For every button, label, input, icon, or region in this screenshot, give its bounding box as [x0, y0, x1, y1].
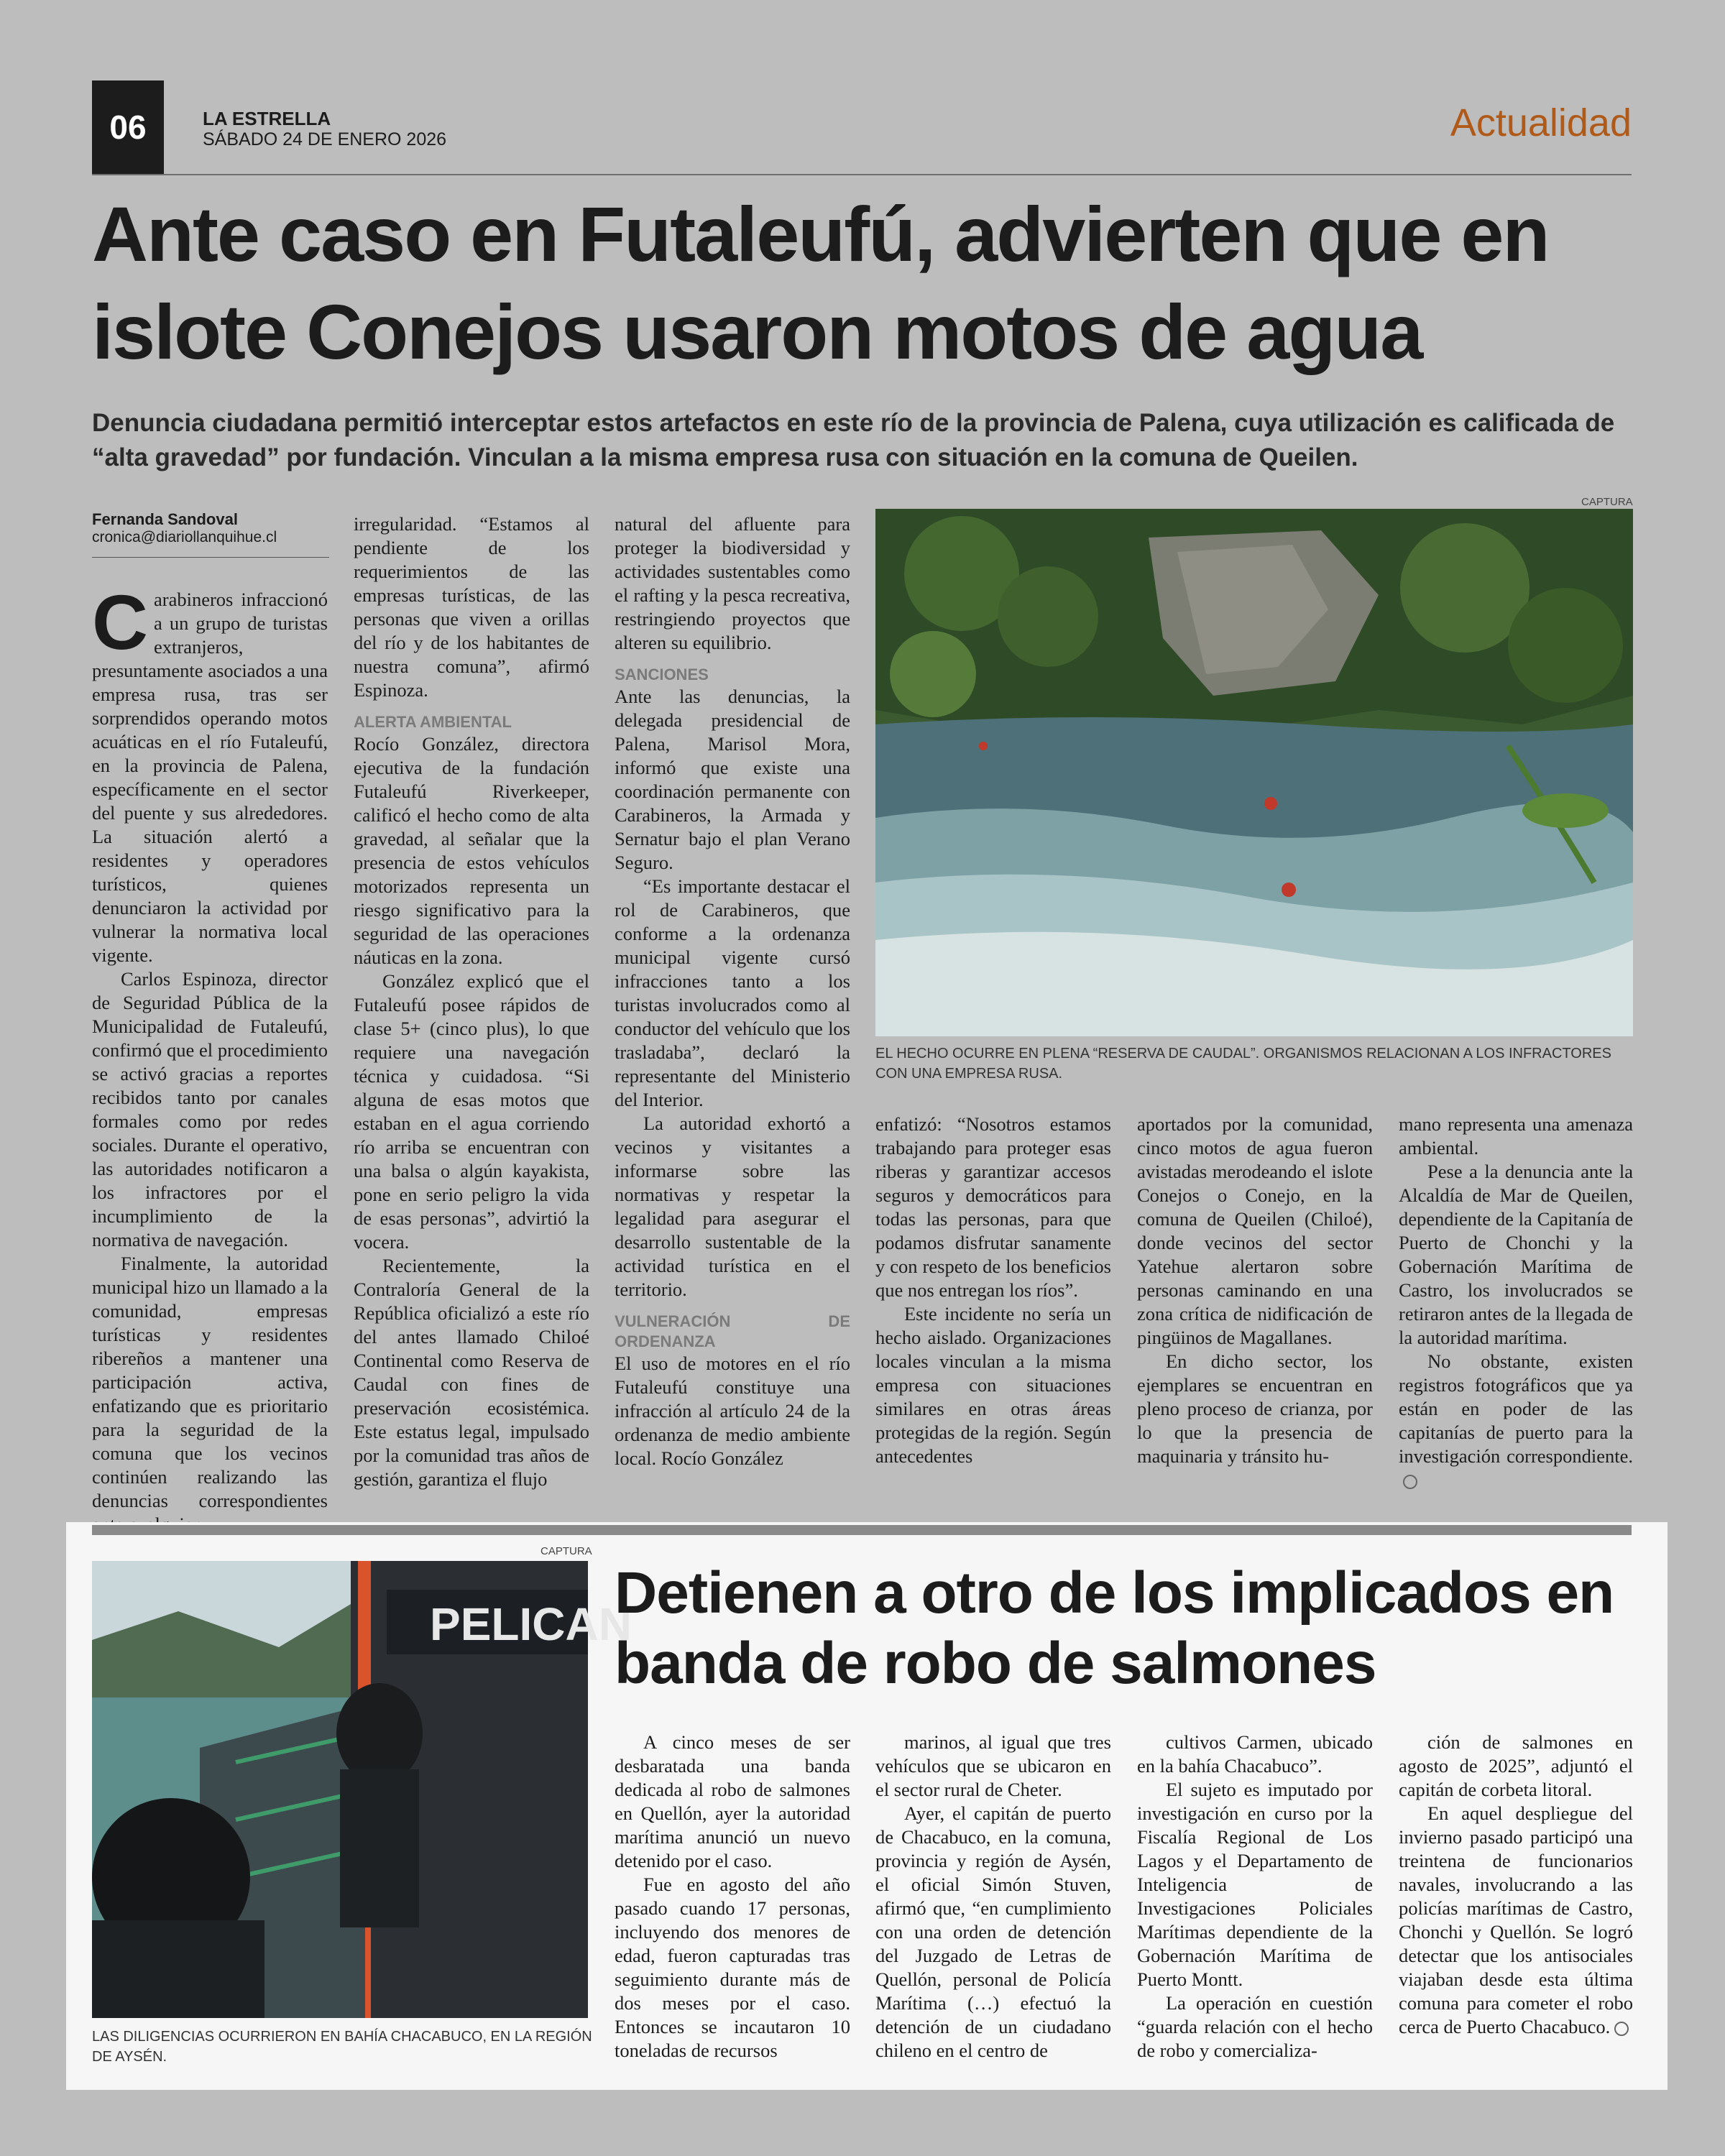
paragraph: El uso de motores en el río Futaleufú constituye una infracción al artículo 24 de la ordenanza de medio ambiente local. Rocío González [615, 1353, 850, 1469]
paragraph: Ante las denuncias, la delegada presidencial de Palena, Marisol Mora, informó que existe una coordinación permanente con Carabineros, la Armada y Sernatur bajo el plan Verano Seguro. [615, 686, 850, 873]
article1-column-4 [875, 1112, 1111, 1468]
publication-name: LA ESTRELLA [203, 108, 331, 129]
section-label: Actualidad [1450, 101, 1632, 144]
paragraph: Fue en agosto del año pasado cuando 17 personas, incluyendo dos menores de edad, fueron capturadas tras seguimiento durante más de dos meses por el caso. Entonces se incautaron 10 toneladas de recursos [615, 1874, 850, 2061]
paragraph [1399, 1350, 1633, 1492]
paragraph: “Es importante destacar el rol de Carabineros, que conforme a la ordenanza municipal vigente cursó infracciones tanto a los turistas involucrados como al conductor del vehículo que los trasladaba”, declaró la representante del Ministerio del Interior. [615, 875, 850, 1110]
paragraph: enfatizó: “Nosotros estamos trabajando para proteger esas riberas y garantizar accesos seguros y democráticos para todas las personas, para que podamos disfrutar sanamente y con respeto de los beneficios que nos entregan los ríos”. [875, 1113, 1111, 1301]
byline-divider [92, 557, 329, 558]
paragraph [1399, 1802, 1633, 2039]
paragraph-text: En aquel despliegue del invierno pasado participó una treintena de funcionarios navales, involucrando a las policías marítimas de Castro, Chonchi y Quellón. Se logró detectar que los antisociales viajaban desde esta última comuna para cometer el robo cerca de Puerto Chacabuco. [1399, 1802, 1633, 2037]
article1-deck: Denuncia ciudadana permitió interceptar estos artefactos en este río de la provincia de Palena, cuya utilización es calificada de “alta gravedad” por fundación. Vinculan a la misma empresa rusa con situación en la comuna de Queilen. [92, 409, 1615, 471]
byline-email: cronica@diariollanquihue.cl [92, 529, 277, 545]
end-mark-icon [1403, 1475, 1417, 1489]
paragraph: Recientemente, la Contraloría General de la República oficializó a este río del antes llamado Chiloé Continental como Reserva de Caudal con fines de preservación ecosistémica. Este estatus legal, impulsado por la comunidad tras años de gestión, garantiza el flujo [354, 1255, 589, 1490]
paragraph: A cinco meses de ser desbaratada una banda dedicada al robo de salmones en Quellón, ayer la autoridad marítima anunció un nuevo detenido por el caso. [615, 1731, 850, 1871]
paragraph: natural del afluente para proteger la biodiversidad y actividades sustentables como el rafting y la pesca recreativa, restringiendo proyectos que alteren su equilibrio. [615, 513, 850, 653]
dropcap: C [92, 579, 148, 665]
article2-column-3 [1137, 1731, 1373, 2063]
publication-date: SÁBADO 24 DE ENERO 2026 [203, 129, 447, 149]
paragraph: mano representa una amenaza ambiental. [1399, 1113, 1633, 1158]
paragraph: arabineros infraccionó a un grupo de turistas extranjeros, presuntamente asociados a una empresa rusa, tras ser sorprendidos operando motos acuáticas en el río Futaleufú, en la provincia de Palena, específicamente en el sector del puente y sus alrededores. La situación alertó a residentes y operadores turísticos, quienes denunciaron la actividad por vulnerar la normativa local vigente. [92, 589, 328, 966]
paragraph: ción de salmones en agosto de 2025”, adjuntó el capitán de corbeta litoral. [1399, 1731, 1633, 1800]
river-jetski-image [875, 509, 1633, 1036]
photo-credit: CAPTURA [1581, 496, 1633, 508]
paragraph: aportados por la comunidad, cinco motos de agua fueron avistadas merodeando el islote Conejos o Conejo, en la comuna de Queilen (Chiloé), donde vecinos del sector Yatehue alertaron sobre personas caminando en una zona crítica de nidificación de pingüinos de Magallanes. [1137, 1113, 1373, 1348]
header-divider [92, 174, 1632, 175]
article1-column-2 [354, 512, 589, 1491]
paragraph: Finalmente, la autoridad municipal hizo un llamado a la comunidad, empresas turísticas y residentes ribereños a mantener una participación activa, enfatizando que es prioritario para la seguridad de la comuna que los vecinos continúen realizando las denuncias correspondientes [92, 1253, 328, 1511]
article1-column-3 [615, 512, 850, 1470]
paragraph: La autoridad exhortó a vecinos y visitantes a informarse sobre las normativas y respetar la legalidad para asegurar el desarrollo sustentable de la actividad turística en el territorio. [615, 1112, 850, 1300]
paragraph: González explicó que el Futaleufú posee rápidos de clase 5+ (cinco plus), lo que requiere una navegación técnica y cuidadosa. “Si alguna de esas motos que estaban en el agua corriendo río arriba se encuentran con una balsa o algún kayakista, pone en serio peligro la vida de esas personas”, advirtió la vocera. [354, 970, 589, 1253]
ship-hull-text: PELICAN [430, 1598, 632, 1650]
photo-caption: LAS DILIGENCIAS OCURRIERON EN BAHÍA CHACABUCO, EN LA REGIÓN DE AYSÉN. [92, 2029, 592, 2065]
page-number: 06 [92, 80, 164, 174]
paragraph: cultivos Carmen, ubicado en la bahía Chacabuco”. [1137, 1731, 1373, 1777]
river-photo [875, 509, 1633, 1036]
subhead: SANCIONES [615, 665, 709, 683]
paragraph: En dicho sector, los ejemplares se encuentran en pleno proceso de crianza, por lo que la presencia de maquinaria y tránsito hu- [1137, 1350, 1373, 1467]
article1-headline: Ante caso en Futaleufú, advierten que en islote Conejos usaron motos de agua [92, 190, 1549, 375]
paragraph-text: No obstante, existen registros fotográficos que ya están en poder de las capitanías de puerto para la investigación correspondiente. [1399, 1350, 1633, 1467]
paragraph: Carlos Espinoza, director de Seguridad Pública de la Municipalidad de Futaleufú, confirmó que el procedimiento se activó gracias a reportes recibidos tanto por canales formales como por redes sociales. Durante el operativo, las autoridades notificaron a los infractores por el incumplimiento de la normativa de navegación. [92, 968, 328, 1250]
article2-column-1 [615, 1731, 850, 2063]
photo-caption: EL HECHO OCURRE EN PLENA “RESERVA DE CAUDAL”. ORGANISMOS RELACIONAN A LOS INFRACTORES CON UNA EMPRESA RUSA. [875, 1046, 1611, 1082]
photo-credit: CAPTURA [540, 1545, 592, 1557]
article1-column-1 [92, 579, 328, 1537]
paragraph: Este incidente no sería un hecho aislado. Organizaciones locales vinculan a la misma empresa con situaciones similares en otras áreas protegidas de la región. Según antecedentes [875, 1303, 1111, 1467]
paragraph: Ayer, el capitán de puerto de Chacabuco, en la comuna, provincia y región de Aysén, el oficial Simón Stuven, afirmó que, “en cumplimiento con una orden de detención del Juzgado de Letras de Quellón, personal de Policía Marítima (…) efectuó la detención de un ciudadano chileno en el centro de [875, 1802, 1111, 2061]
paragraph: La operación en cuestión “guarda relación con el hecho de robo y comercializa- [1137, 1992, 1373, 2061]
paragraph: El sujeto es imputado por investigación en curso por la Fiscalía Regional de Los Lagos y el Departamento de Inteligencia de Investigaciones Policiales Marítimas dependiente de la Gobernación Marítima de Puerto Montt. [1137, 1779, 1373, 1990]
paragraph: marinos, al igual que tres vehículos que se ubicaron en el sector rural de Cheter. [875, 1731, 1111, 1800]
byline-author: Fernanda Sandoval [92, 510, 238, 528]
subhead: ALERTA AMBIENTAL [354, 713, 512, 731]
ship-officers-image [92, 1561, 632, 2018]
ship-photo [92, 1561, 632, 2018]
article1-column-6 [1399, 1112, 1633, 1492]
article1-column-5 [1137, 1112, 1373, 1468]
paragraph: irregularidad. “Estamos al pendiente de los requerimientos de las empresas turísticas, de las personas que viven a orillas del río y de los habitantes de nuestra comuna”, afirmó Espinoza. [354, 513, 589, 701]
paragraph: Rocío González, directora ejecutiva de la fundación Futaleufú Riverkeeper, calificó el hecho como de alta gravedad, al señalar que la presencia de estos vehículos motorizados representa un riesgo significativo para la seguridad de las operaciones náuticas en la zona. [354, 733, 589, 968]
paragraph: Pese a la denuncia ante la Alcaldía de Mar de Queilen, dependiente de la Capitanía de Puerto de Chonchi y la Gobernación Marítima de Castro, los involucrados se retiraron antes de la llegada de la autoridad marítima. [1399, 1161, 1633, 1348]
article2-headline: Detienen a otro de los implicados en banda de robo de salmones [615, 1560, 1614, 1696]
end-mark-icon [1614, 2022, 1629, 2036]
subhead: VULNERACIÓN DE ORDENANZA [615, 1312, 850, 1350]
article2-column-2 [875, 1731, 1111, 2063]
article2-column-4 [1399, 1731, 1633, 2039]
article2-top-bar [92, 1525, 1632, 1535]
